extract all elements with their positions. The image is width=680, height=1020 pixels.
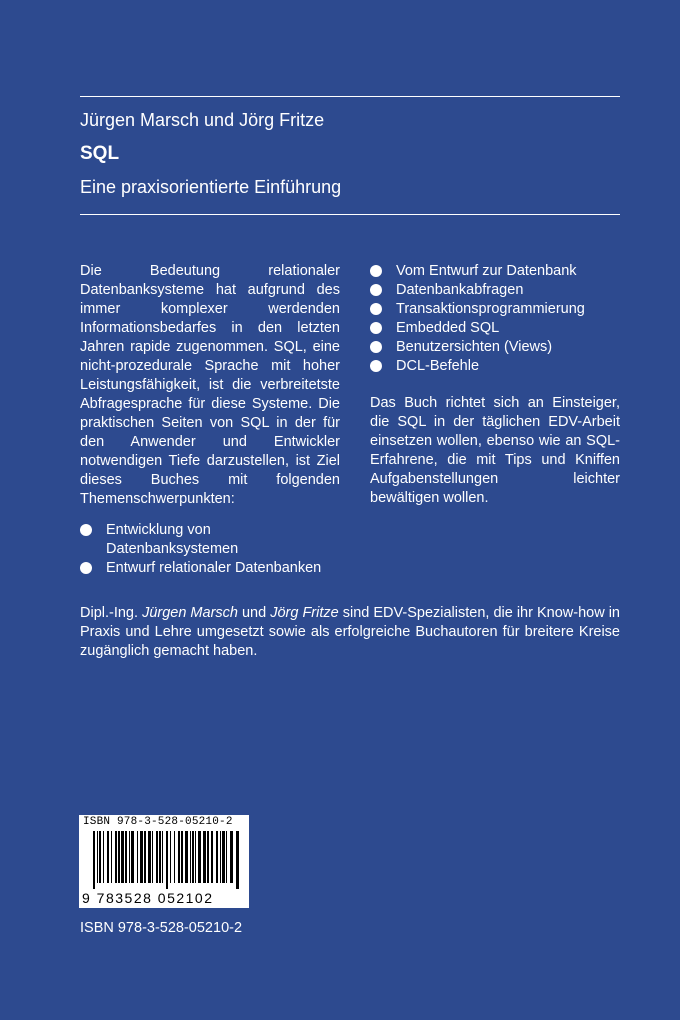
barcode-digits: 9 783528 052102 <box>82 890 214 906</box>
bio-connector: und <box>237 605 271 621</box>
middle-rule <box>80 214 620 215</box>
list-item: Entwurf relationaler Datenbanken <box>80 559 340 578</box>
audience-paragraph: Das Buch richtet sich an Einsteiger, die SQL in der täglichen EDV-Arbeit einsetzen wollen, ebenso wie an SQL-Erfahrene, die mit Tips und Kniffen Aufgabenstellungen leichter bewältigen wollen. <box>370 395 620 506</box>
list-item: Benutzersichten (Views) <box>370 338 620 357</box>
list-item: Entwicklung von Datenbanksystemen <box>80 521 340 559</box>
author-bio <box>80 604 620 661</box>
isbn-line: ISBN 978-3-528-05210-2 <box>80 920 243 936</box>
top-rule <box>80 96 620 97</box>
bio-author-1: Jürgen Marsch <box>142 605 238 621</box>
list-item: Embedded SQL <box>370 319 620 338</box>
left-column <box>80 262 340 578</box>
book-title: SQL <box>80 143 120 164</box>
bio-rest: sind EDV-Spezialisten, die ihr Know-how in Praxis und Lehre umgesetzt sowie als erfolgreiche Buchautoren für breitere Kreise zugänglich gemacht haben. <box>80 605 620 659</box>
list-item: DCL-Befehle <box>370 357 620 376</box>
left-bullet-list <box>80 521 340 578</box>
bio-prefix: Dipl.-Ing. <box>80 605 143 621</box>
barcode <box>79 815 249 908</box>
list-item: Datenbankabfragen <box>370 281 620 300</box>
right-column <box>370 262 620 508</box>
bio-author-2: Jörg Fritze <box>270 605 339 621</box>
intro-paragraph: Die Bedeutung relationaler Datenbanksysteme hat aufgrund des immer komplexer werdenden Informationsbedarfes in den letzten Jahren rapide zugenommen. SQL, eine nicht-prozedurale Sprache mit hoher Leistungsfähigkeit, ist die verbreitetste Abfragesprache für diese Systeme. Die praktischen Seiten von SQL in der für den Anwender und Entwickler notwendigen Tiefe darzustellen, ist Ziel dieses Buches mit folgenden Themenschwerpunkten: <box>80 263 340 507</box>
book-subtitle: Eine praxisorientierte Einführung <box>80 177 342 197</box>
barcode-isbn-text: ISBN 978-3-528-05210-2 <box>83 816 233 828</box>
list-item: Vom Entwurf zur Datenbank <box>370 262 620 281</box>
list-item: Transaktionsprogrammierung <box>370 300 620 319</box>
right-bullet-list <box>370 262 620 376</box>
barcode-bars <box>93 831 239 889</box>
author-names: Jürgen Marsch und Jörg Fritze <box>80 110 325 130</box>
